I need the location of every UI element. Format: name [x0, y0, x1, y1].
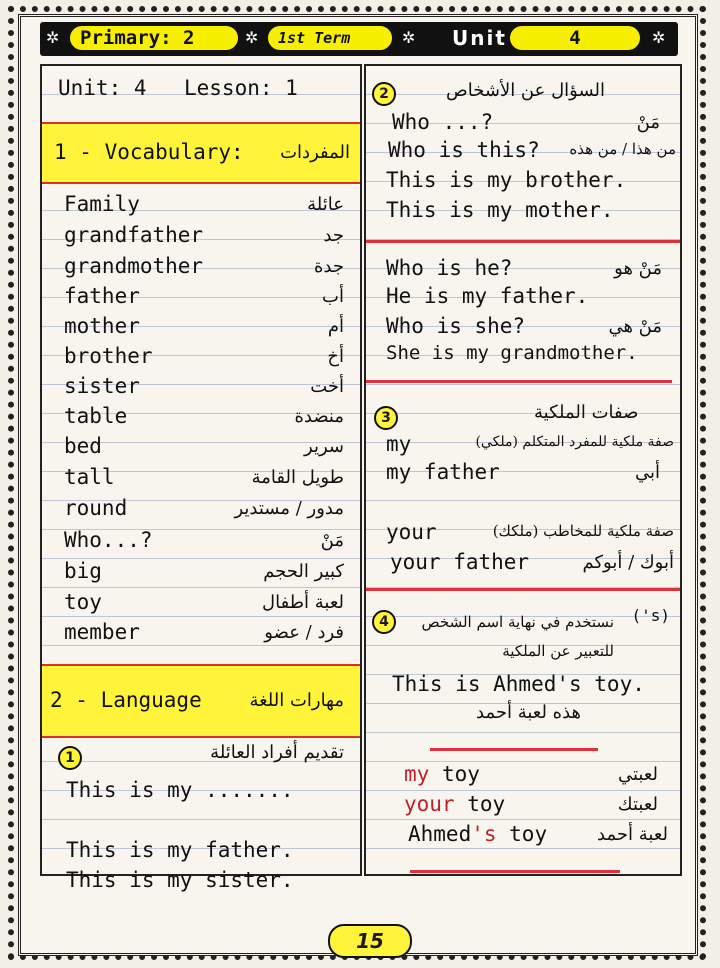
vocab-ar: جدة [313, 256, 344, 277]
vocab-row [42, 526, 360, 556]
pair-ar: لعبتك [617, 794, 658, 815]
q-line-ar: مَنْ [636, 112, 660, 133]
possessive-line-ar: صفة ملكية للمفرد المتكلم (ملكي) [475, 434, 674, 450]
right-column [364, 64, 682, 876]
q-line-ar: مَنْ هو [614, 258, 662, 279]
vocab-row [42, 252, 360, 282]
vocab-ar: سرير [304, 436, 344, 457]
divider [366, 380, 672, 383]
unit-number: 4 [510, 26, 640, 50]
q-line: Who is this? [388, 138, 540, 162]
star-icon: ✲ [245, 28, 259, 47]
example-line: This is Ahmed's toy. [392, 672, 645, 696]
section-4-badge: 4 [372, 610, 396, 634]
pair-ar: لعبتي [617, 764, 658, 785]
example-line-ar: هذه لعبة أحمد [476, 702, 582, 723]
vocab-row [42, 282, 360, 312]
possessive-line-ar: أبوك / أبوكم [582, 552, 674, 573]
pair-word: 's [471, 822, 497, 846]
possessive-line: my [386, 432, 412, 456]
vocab-en: table [64, 404, 128, 428]
section-4-title: نستخدم في نهاية اسم الشخص للتعبير عن الملكية [421, 613, 614, 660]
possessive-pair [404, 792, 505, 816]
section-2-badge: 2 [372, 82, 396, 106]
vocab-ar: مدور / مستدير [234, 498, 344, 519]
vocab-ar: فرد / عضو [264, 622, 344, 643]
unit-line: Unit: 4 [58, 76, 147, 100]
section-4-tag: ('s) [631, 606, 670, 625]
possessive-line-ar: أبي [634, 462, 660, 483]
section-2-title: السؤال عن الأشخاص [446, 80, 606, 101]
vocab-ar: أم [327, 316, 344, 337]
vocab-row [42, 588, 360, 618]
section-3-badge: 3 [374, 406, 398, 430]
possessive-line-ar: صفة ملكية للمخاطب (ملكك) [492, 522, 674, 540]
answer-line: This is my mother. [386, 198, 614, 222]
unit-label: Unit [452, 26, 507, 50]
grade-label: Primary: 2 [70, 26, 238, 50]
pair-word: toy [454, 792, 506, 816]
section-1-badge: 1 [58, 746, 82, 770]
vocab-ar: أخ [327, 346, 344, 367]
answer-line: This is my brother. [386, 168, 627, 192]
vocab-en: big [64, 559, 102, 583]
example-line: This is my sister. [66, 868, 294, 892]
pair-ar: لعبة أحمد [597, 824, 668, 845]
header-bar [40, 22, 678, 56]
vocab-ar: عائلة [307, 194, 344, 215]
vocab-en: mother [64, 314, 140, 338]
vocab-en: grandmother [64, 254, 204, 278]
vocab-en: sister [64, 374, 140, 398]
vocab-row [42, 221, 360, 251]
language-heading-ar: مهارات اللغة [249, 690, 344, 711]
vocab-ar: مَنْ [320, 530, 344, 551]
divider [366, 240, 680, 243]
vocab-ar: أب [322, 286, 344, 307]
pair-word: my [404, 762, 430, 786]
vocab-row [42, 312, 360, 342]
vocab-en: Family [64, 192, 140, 216]
possessive-line: your [386, 520, 437, 544]
vocab-row [42, 494, 360, 524]
vocab-row [42, 463, 360, 493]
vocab-en: member [64, 620, 140, 644]
vocab-ar: كبير الحجم [263, 561, 344, 582]
pair-word: your [404, 792, 455, 816]
language-heading: 2 - Language [50, 688, 202, 712]
vocab-en: toy [64, 590, 102, 614]
vocab-en: round [64, 496, 128, 520]
possessive-line: my father [386, 460, 500, 484]
pair-word: Ahmed [408, 822, 472, 846]
vocab-row [42, 342, 360, 372]
vocab-row [42, 402, 360, 432]
term-label: 1st Term [268, 26, 392, 50]
vocab-en: tall [64, 465, 115, 489]
vocab-ar: لعبة أطفال [262, 592, 344, 613]
vocab-row [42, 618, 360, 648]
vocab-row [42, 432, 360, 462]
vocab-ar: جد [323, 225, 344, 246]
possessive-pair [404, 762, 480, 786]
example-line: This is my father. [66, 838, 294, 862]
vocab-ar: طويل القامة [251, 467, 344, 488]
star-icon: ✲ [46, 28, 60, 47]
section-3-title: صفات الملكية [534, 402, 639, 423]
q-line-ar: مَنْ هي [608, 316, 662, 337]
answer-line: She is my grandmother. [386, 342, 638, 364]
vocab-row [42, 557, 360, 587]
possessive-pair [408, 822, 547, 846]
vocab-en: Who...? [64, 528, 153, 552]
possessive-line: your father [390, 550, 530, 574]
language-heading-band [42, 664, 360, 738]
left-column [40, 64, 362, 892]
page-number: 15 [328, 924, 412, 958]
q-line: Who is he? [386, 256, 513, 280]
vocab-row [42, 190, 360, 220]
vocab-heading-ar: المفردات [280, 142, 350, 163]
answer-line: He is my father. [386, 284, 589, 308]
q-line: Who is she? [386, 314, 526, 338]
vocab-row [42, 372, 360, 402]
vocab-en: father [64, 284, 140, 308]
lesson-line: Lesson: 1 [184, 76, 298, 100]
divider [366, 588, 680, 591]
example-line: This is my ....... [66, 778, 294, 802]
lesson-row [42, 74, 360, 104]
vocab-en: grandfather [64, 223, 204, 247]
star-icon: ✲ [652, 28, 666, 47]
vocab-heading: 1 - Vocabulary: [54, 140, 244, 164]
vocab-en: bed [64, 434, 102, 458]
vocab-heading-band [42, 122, 360, 184]
vocab-en: brother [64, 344, 153, 368]
section-1-title: تقديم أفراد العائلة [210, 742, 344, 763]
q-line-ar: من هذا / من هذه [569, 140, 676, 158]
star-icon: ✲ [402, 28, 416, 47]
pair-word: toy [496, 822, 548, 846]
divider [430, 748, 598, 751]
q-line: Who ...? [392, 110, 494, 134]
vocab-ar: منضدة [294, 406, 344, 427]
vocab-ar: أخت [310, 376, 344, 397]
divider [410, 870, 620, 873]
pair-word: toy [429, 762, 480, 786]
